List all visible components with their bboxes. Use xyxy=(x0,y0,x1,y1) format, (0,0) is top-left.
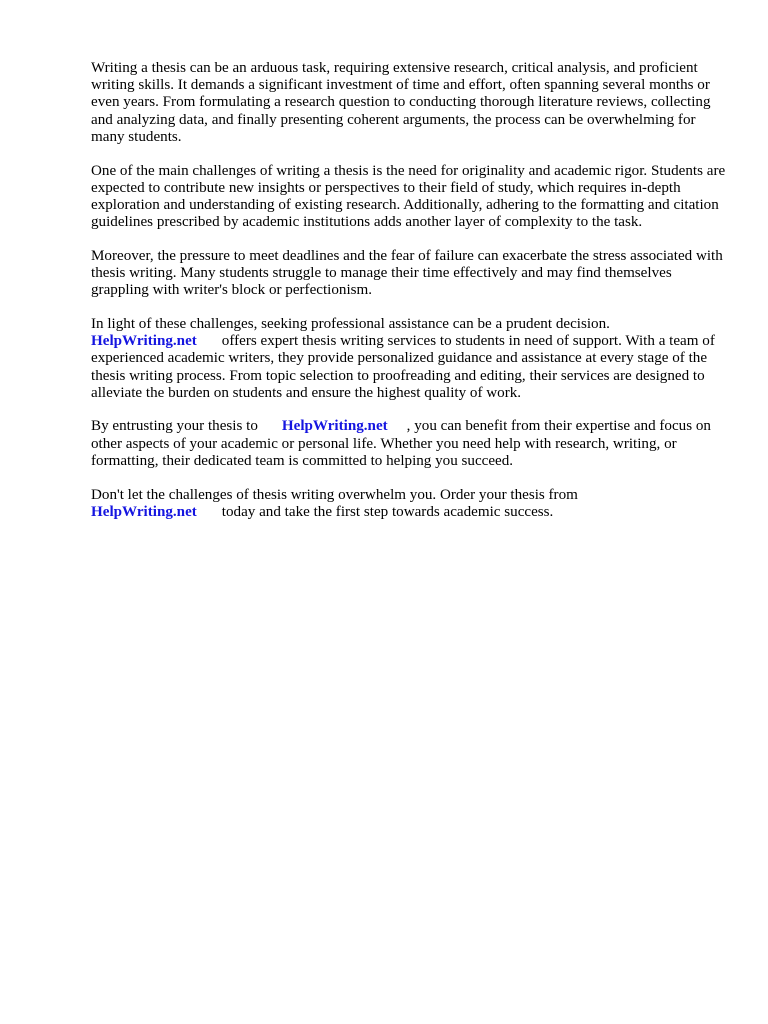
paragraph-challenges: One of the main challenges of writing a thesis is the need for originality and academic rigor. Students are expected to contribute new insights or perspectives to their field of study, which requires in-depth exploration and understanding of existing research. Additionally, adhering to the formatting and citation guidelines prescribed by academic institutions adds another layer of complexity to the task. xyxy=(91,162,726,231)
paragraph-cta-text-before: Don't let the challenges of thesis writing overwhelm you. Order your thesis from xyxy=(91,486,578,503)
paragraph-call-to-action xyxy=(91,487,727,521)
paragraph-pressure: Moreover, the pressure to meet deadlines and the fear of failure can exacerbate the stress associated with thesis writing. Many students struggle to manage their time effectively and may find themselves grappling with writer's block or perfectionism. xyxy=(91,247,723,299)
helpwriting-link-2[interactable]: HelpWriting.net xyxy=(281,418,388,435)
paragraph-entrusting xyxy=(91,418,727,470)
paragraph-cta-text-after: today and take the first step towards academic success. xyxy=(221,503,554,520)
helpwriting-link-1[interactable]: HelpWriting.net xyxy=(91,333,197,350)
paragraph-entrusting-text-before: By entrusting your thesis to xyxy=(91,418,258,435)
helpwriting-link-3[interactable]: HelpWriting.net xyxy=(91,503,197,520)
document-body xyxy=(91,60,727,537)
paragraph-entrusting-text-after: , you can benefit from their expertise and focus on other aspects of your academic or personal life. Whether you need help with research, writing, or formatting, their dedicated team is committed to helping you succeed. xyxy=(91,418,711,469)
paragraph-assistance xyxy=(91,316,727,402)
paragraph-assistance-text-before: In light of these challenges, seeking professional assistance can be a prudent decision. xyxy=(91,315,610,332)
paragraph-assistance-text-after: offers expert thesis writing services to students in need of support. With a team of experienced academic writers, they provide personalized guidance and assistance at every stage of the thesis writing process. From topic selection to proofreading and editing, their services are designed to alleviate the burden on students and ensure the highest quality of work. xyxy=(91,333,715,401)
paragraph-intro: Writing a thesis can be an arduous task, requiring extensive research, critical analysis, and proficient writing skills. It demands a significant investment of time and effort, often spanning several months or even years. From formulating a research question to conducting thorough literature reviews, collecting and analyzing data, and finally presenting coherent arguments, the process can be overwhelming for many students. xyxy=(91,60,711,145)
